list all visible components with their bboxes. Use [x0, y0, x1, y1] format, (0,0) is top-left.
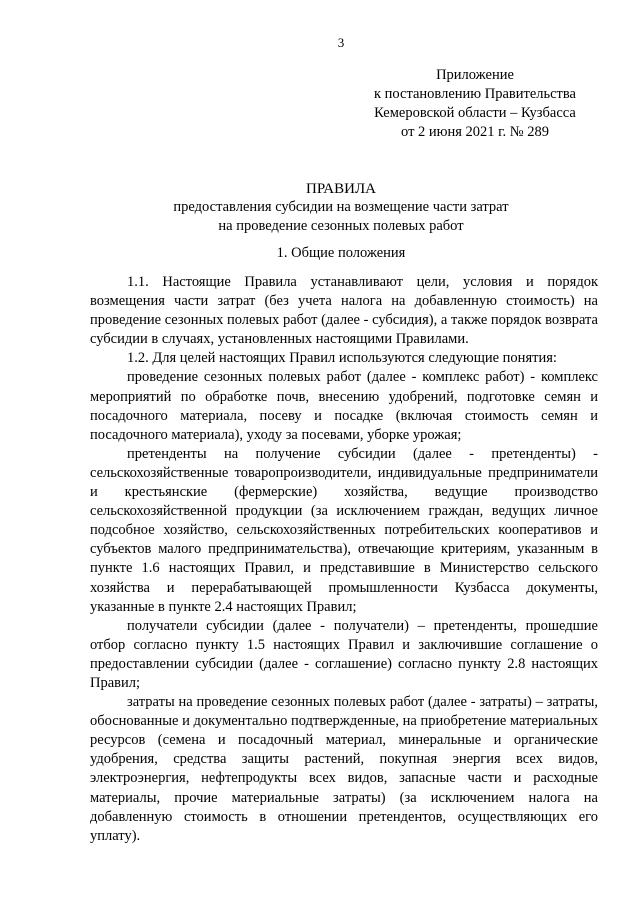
paragraph: получатели субсидии (далее - получатели) – претенденты, прошедшие отбор согласно пункту 1.5 настоящих Правил и заключившие соглашение о предоставлении субсидии (далее - соглашение) согласно пункту 2.8 настоящих Правил;: [90, 617, 598, 691]
appendix-line: от 2 июня 2021 г. № 289: [401, 124, 549, 140]
appendix-line: Кемеровской области – Кузбасса: [374, 105, 576, 121]
document-title: ПРАВИЛА: [306, 181, 376, 197]
subtitle-line: на проведение сезонных полевых работ: [218, 218, 464, 234]
paragraph: затраты на проведение сезонных полевых работ (далее - затраты) – затраты, обоснованные и документально подтвержденные, на приобретение материальных ресурсов (семена и посадочный материал, минеральные и органические удобрения, средства защиты растений, покупная энергия всех видов, электроэнергия, нефтепродукты всех видов, запасные части и расходные материалы, прочие материальные затраты) (за исключением налога на добавленную стоимость в отношении претендентов, осуществляющих его уплату).: [90, 694, 598, 844]
appendix-block: [355, 66, 595, 142]
body-text: [90, 273, 598, 846]
paragraph: 1.2. Для целей настоящих Правил используются следующие понятия:: [127, 350, 557, 367]
page-number: 3: [337, 35, 345, 50]
appendix-line: Приложение: [436, 67, 514, 83]
paragraph: претенденты на получение субсидии (далее - претенденты) - сельскохозяйственные товаропроизводители, индивидуальные предприниматели и крестьянские (фермерские) хозяйства, ведущие производство сельскохозяйственной продукции (за исключением граждан, ведущих личное подсобное хозяйство, сельскохозяйственных потребительских кооперативов и субъектов малого предпринимательства), отвечающие критериям, указанным в пункте 1.6 настоящих Правил, и представившие в Министерство сельского хозяйства и перерабатывающей промышленности Кузбасса документы, указанные в пункте 2.4 настоящих Правил;: [90, 445, 598, 615]
appendix-line: к постановлению Правительства: [374, 86, 576, 102]
subtitle-line: предоставления субсидии на возмещение части затрат: [173, 199, 509, 215]
section-heading: 1. Общие положения: [276, 245, 406, 261]
document-subtitle: [0, 198, 640, 236]
paragraph: проведение сезонных полевых работ (далее - комплекс работ) - комплекс мероприятий по обработке почв, внесению удобрений, подготовке семян и посадочного материала, посеву и посадке (включая стоимость семян и посадочного материала), уходу за посевами, уборке урожая;: [90, 369, 598, 443]
paragraph: 1.1. Настоящие Правила устанавливают цели, условия и порядок возмещения части затрат (без учета налога на добавленную стоимость) на проведение сезонных полевых работ (далее - субсидия), а также порядок возврата субсидии в случаях, установленных настоящими Правилами.: [90, 274, 598, 348]
